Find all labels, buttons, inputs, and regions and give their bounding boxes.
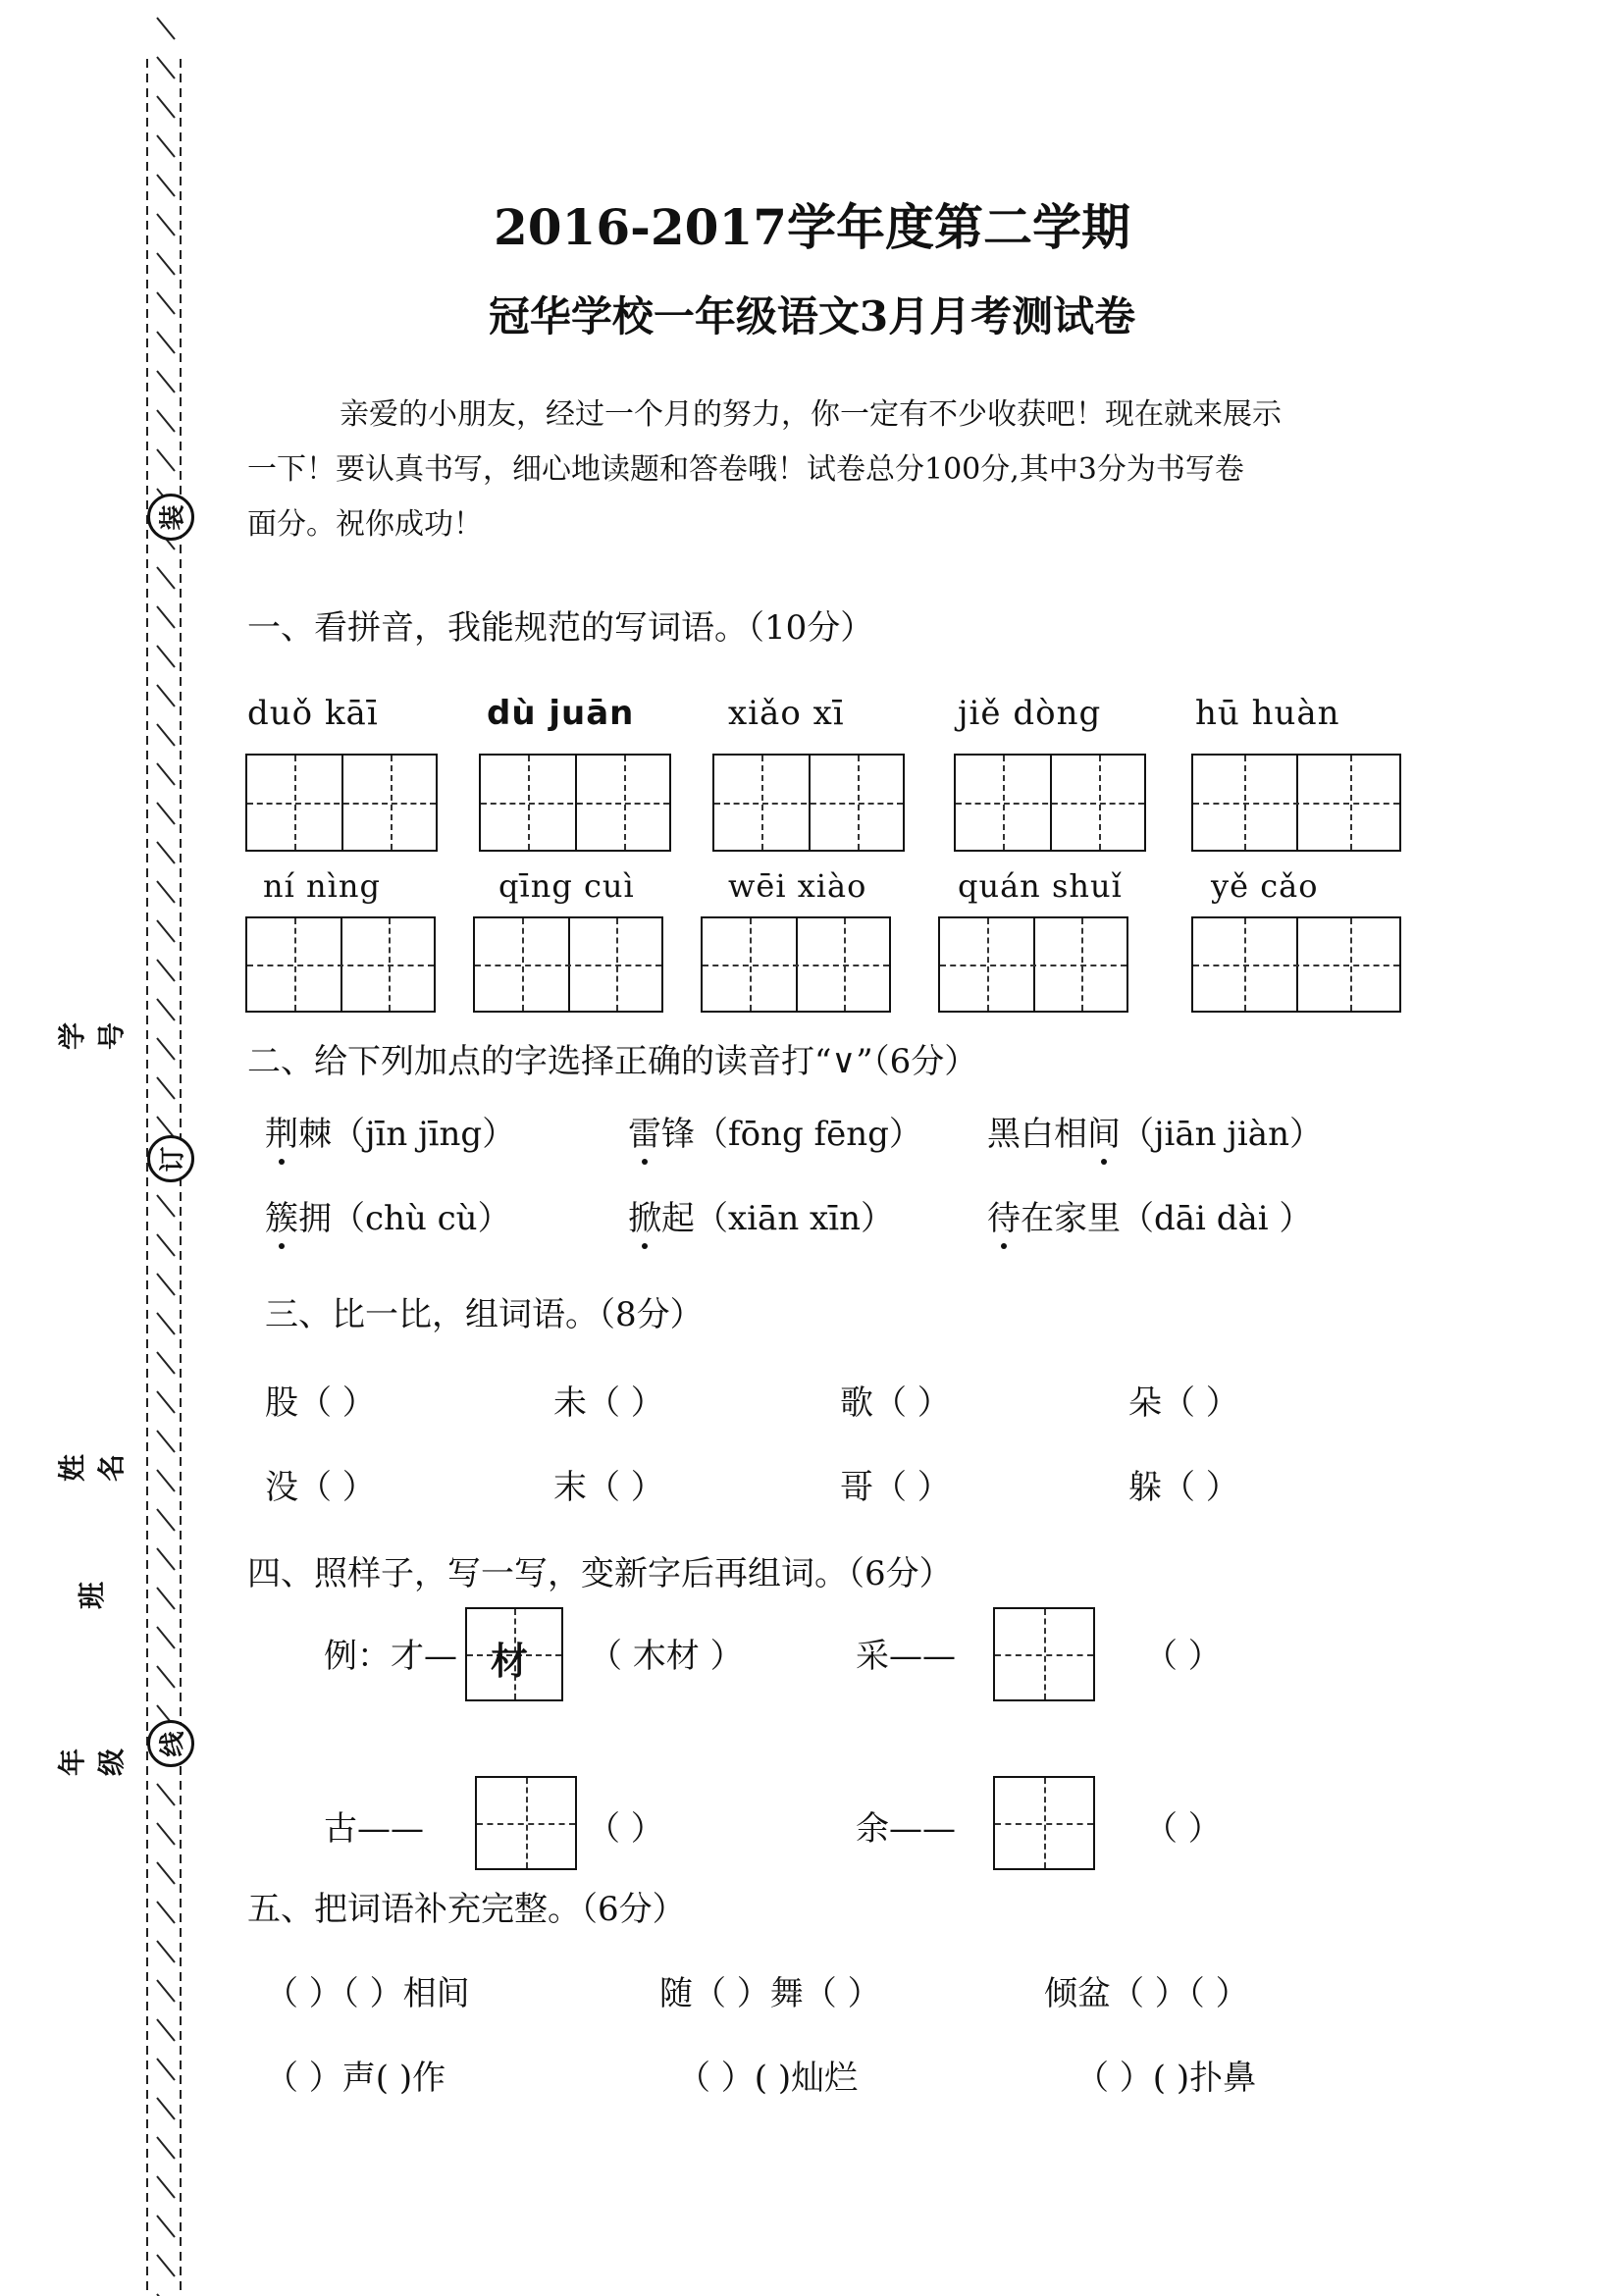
margin-slash: [157, 1274, 175, 1295]
margin-slash: [157, 567, 175, 589]
margin-slash: [157, 1666, 175, 1688]
section4-heading: 四、照样子，写一写，变新字后再组词。（6分）: [247, 1554, 953, 1593]
compare-item[interactable]: 没（ ）: [265, 1468, 376, 1507]
margin-slash: [157, 1352, 175, 1374]
pinyin-3: xiǎo xī: [728, 694, 845, 733]
circle-xian: 线: [147, 1720, 194, 1767]
compare-item[interactable]: 未（ ）: [553, 1383, 664, 1423]
answer-blank[interactable]: （ ）: [1144, 1809, 1222, 1849]
pinyin-1: duǒ kāī: [247, 694, 379, 733]
margin-slash: [157, 606, 175, 628]
reading-item[interactable]: 待在家里（dāi dài ）: [987, 1191, 1312, 1239]
margin-slash: [157, 1980, 175, 2002]
writing-grid[interactable]: [712, 754, 905, 852]
margin-slash: [157, 410, 175, 432]
writing-grid[interactable]: [479, 754, 671, 852]
pinyin-9: quán shuǐ: [958, 867, 1123, 905]
margin-slash: [157, 1941, 175, 1962]
dotted-char: 间: [1087, 1107, 1121, 1155]
reading-item[interactable]: 荆棘（jīn jīng）: [265, 1107, 515, 1155]
compare-item[interactable]: 哥（ ）: [840, 1468, 951, 1507]
margin-slash: [157, 1431, 175, 1452]
writing-grid[interactable]: [954, 754, 1146, 852]
compare-item[interactable]: 股（ ）: [265, 1383, 376, 1423]
writing-grid[interactable]: [701, 916, 891, 1013]
margin-slash: [157, 1902, 175, 1923]
intro-line-1: 亲爱的小朋友，经过一个月的努力，你一定有不少收获吧！现在就来展示: [340, 397, 1282, 432]
reading-item[interactable]: 雷锋（fōng fēng）: [628, 1107, 922, 1155]
margin-slash: [157, 685, 175, 706]
phrase-item[interactable]: 随（ ）舞（ ）: [659, 1974, 881, 2013]
dotted-char: 簇: [265, 1191, 298, 1239]
pinyin-7: qīng cuì: [498, 867, 635, 905]
label-name: 姓名: [56, 1453, 128, 1482]
margin-slash: [157, 449, 175, 471]
transform-item: 采——: [856, 1637, 956, 1676]
margin-slash: [157, 646, 175, 667]
compare-item[interactable]: 躲（ ）: [1128, 1468, 1239, 1507]
section1-heading: 一、看拼音，我能规范的写词语。（10分）: [247, 608, 874, 648]
section3-heading: 三、比一比，组词语。（8分）: [265, 1295, 704, 1334]
label-class: 班: [76, 1581, 108, 1609]
margin-slash: [157, 371, 175, 392]
transform-item: 古——: [324, 1809, 424, 1849]
margin-slash: [157, 1784, 175, 1805]
writing-grid[interactable]: [1191, 916, 1401, 1013]
margin-slash: [157, 1588, 175, 1609]
margin-slash: [157, 57, 175, 78]
section5-heading: 五、把词语补充完整。（6分）: [247, 1890, 686, 1929]
margin-slash: [157, 2216, 175, 2237]
writing-grid[interactable]: [938, 916, 1128, 1013]
compare-item[interactable]: 末（ ）: [553, 1468, 664, 1507]
example-word: （ 木材 ）: [589, 1637, 744, 1676]
margin-slash: [157, 1391, 175, 1413]
reading-item[interactable]: 簇拥（chù cù）: [265, 1191, 511, 1239]
margin-slash: [157, 842, 175, 863]
margin-slash: [157, 18, 175, 39]
margin-slash: [157, 2098, 175, 2119]
pinyin-2: dù juān: [487, 694, 635, 733]
margin-slash: [157, 2255, 175, 2276]
margin-slash: [157, 1077, 175, 1099]
margin-slash: [157, 1509, 175, 1531]
label-grade: 年级: [56, 1748, 128, 1776]
compare-item[interactable]: 朵（ ）: [1128, 1383, 1239, 1423]
margin-slash: [157, 2059, 175, 2080]
pinyin-8: wēi xiào: [728, 867, 867, 905]
writing-grid[interactable]: [475, 1776, 577, 1870]
margin-slash: [157, 1234, 175, 1256]
margin-slash: [157, 2019, 175, 2041]
page-subtitle: 冠华学校一年级语文3月月考测试卷: [488, 292, 1136, 340]
margin-slash: [157, 1627, 175, 1648]
intro-line-3: 面分。祝你成功！: [247, 507, 483, 542]
dotted-char: 雷: [628, 1107, 661, 1155]
pinyin-5: hū huàn: [1195, 694, 1340, 733]
margin-slash: [157, 881, 175, 903]
writing-grid[interactable]: [993, 1776, 1095, 1870]
margin-slash: [157, 1195, 175, 1217]
reading-item[interactable]: 黑白相间（jiān jiàn）: [987, 1107, 1323, 1155]
phrase-item[interactable]: （ ）（ ）相间: [265, 1974, 470, 2013]
margin-slash: [157, 2137, 175, 2159]
dotted-char: 待: [987, 1191, 1021, 1239]
margin-slash: [157, 1862, 175, 1884]
compare-item[interactable]: 歌（ ）: [840, 1383, 951, 1423]
pinyin-10: yě cǎo: [1211, 867, 1319, 905]
margin-slash: [157, 763, 175, 785]
label-student-id: 学号: [56, 1021, 128, 1050]
phrase-item[interactable]: （ ）( )灿烂: [677, 2059, 859, 2098]
margin-slash: [157, 920, 175, 942]
margin-slash: [157, 1470, 175, 1491]
phrase-item[interactable]: （ ）( )扑鼻: [1075, 2059, 1257, 2098]
phrase-item[interactable]: 倾盆（ ）（ ）: [1044, 1974, 1249, 2013]
reading-item[interactable]: 掀起（xiān xīn）: [628, 1191, 894, 1239]
dotted-char: 掀: [628, 1191, 661, 1239]
dotted-char: 荆: [265, 1107, 298, 1155]
circle-ding: 订: [147, 1135, 194, 1182]
transform-item: 余——: [856, 1809, 956, 1849]
writing-grid[interactable]: [993, 1607, 1095, 1701]
margin-slash: [157, 96, 175, 118]
margin-slash: [157, 724, 175, 746]
intro-line-2: 一下！要认真书写，细心地读题和答卷哦！试卷总分100分,其中3分为书写卷: [247, 452, 1244, 487]
margin-slash: [157, 1313, 175, 1334]
example-prefix: 例：才—: [324, 1637, 457, 1676]
margin-slash: [157, 803, 175, 824]
page-title: 2016-2017学年度第二学期: [493, 198, 1131, 256]
writing-grid[interactable]: [473, 916, 663, 1013]
margin-slash: [157, 1038, 175, 1060]
writing-grid[interactable]: [245, 916, 436, 1013]
pinyin-6: ní nìng: [263, 867, 381, 905]
margin-slash: [157, 2176, 175, 2198]
circle-zhuang: 装: [147, 494, 194, 541]
margin-slash: [157, 135, 175, 157]
pinyin-4: jiě dòng: [958, 694, 1102, 733]
writing-grid[interactable]: [1191, 754, 1401, 852]
phrase-item[interactable]: （ ）声( )作: [265, 2059, 446, 2098]
margin-slash: [157, 960, 175, 981]
section2-heading: 二、给下列加点的字选择正确的读音打“∨”（6分）: [247, 1042, 978, 1081]
binding-margin: [0, 0, 206, 2296]
writing-grid[interactable]: [245, 754, 438, 852]
margin-slash: [157, 999, 175, 1020]
margin-slash: [157, 1548, 175, 1570]
margin-slash: [157, 1823, 175, 1845]
answer-blank[interactable]: （ ）: [587, 1809, 664, 1849]
answer-blank[interactable]: （ ）: [1144, 1637, 1222, 1676]
example-char: 材: [491, 1640, 529, 1683]
